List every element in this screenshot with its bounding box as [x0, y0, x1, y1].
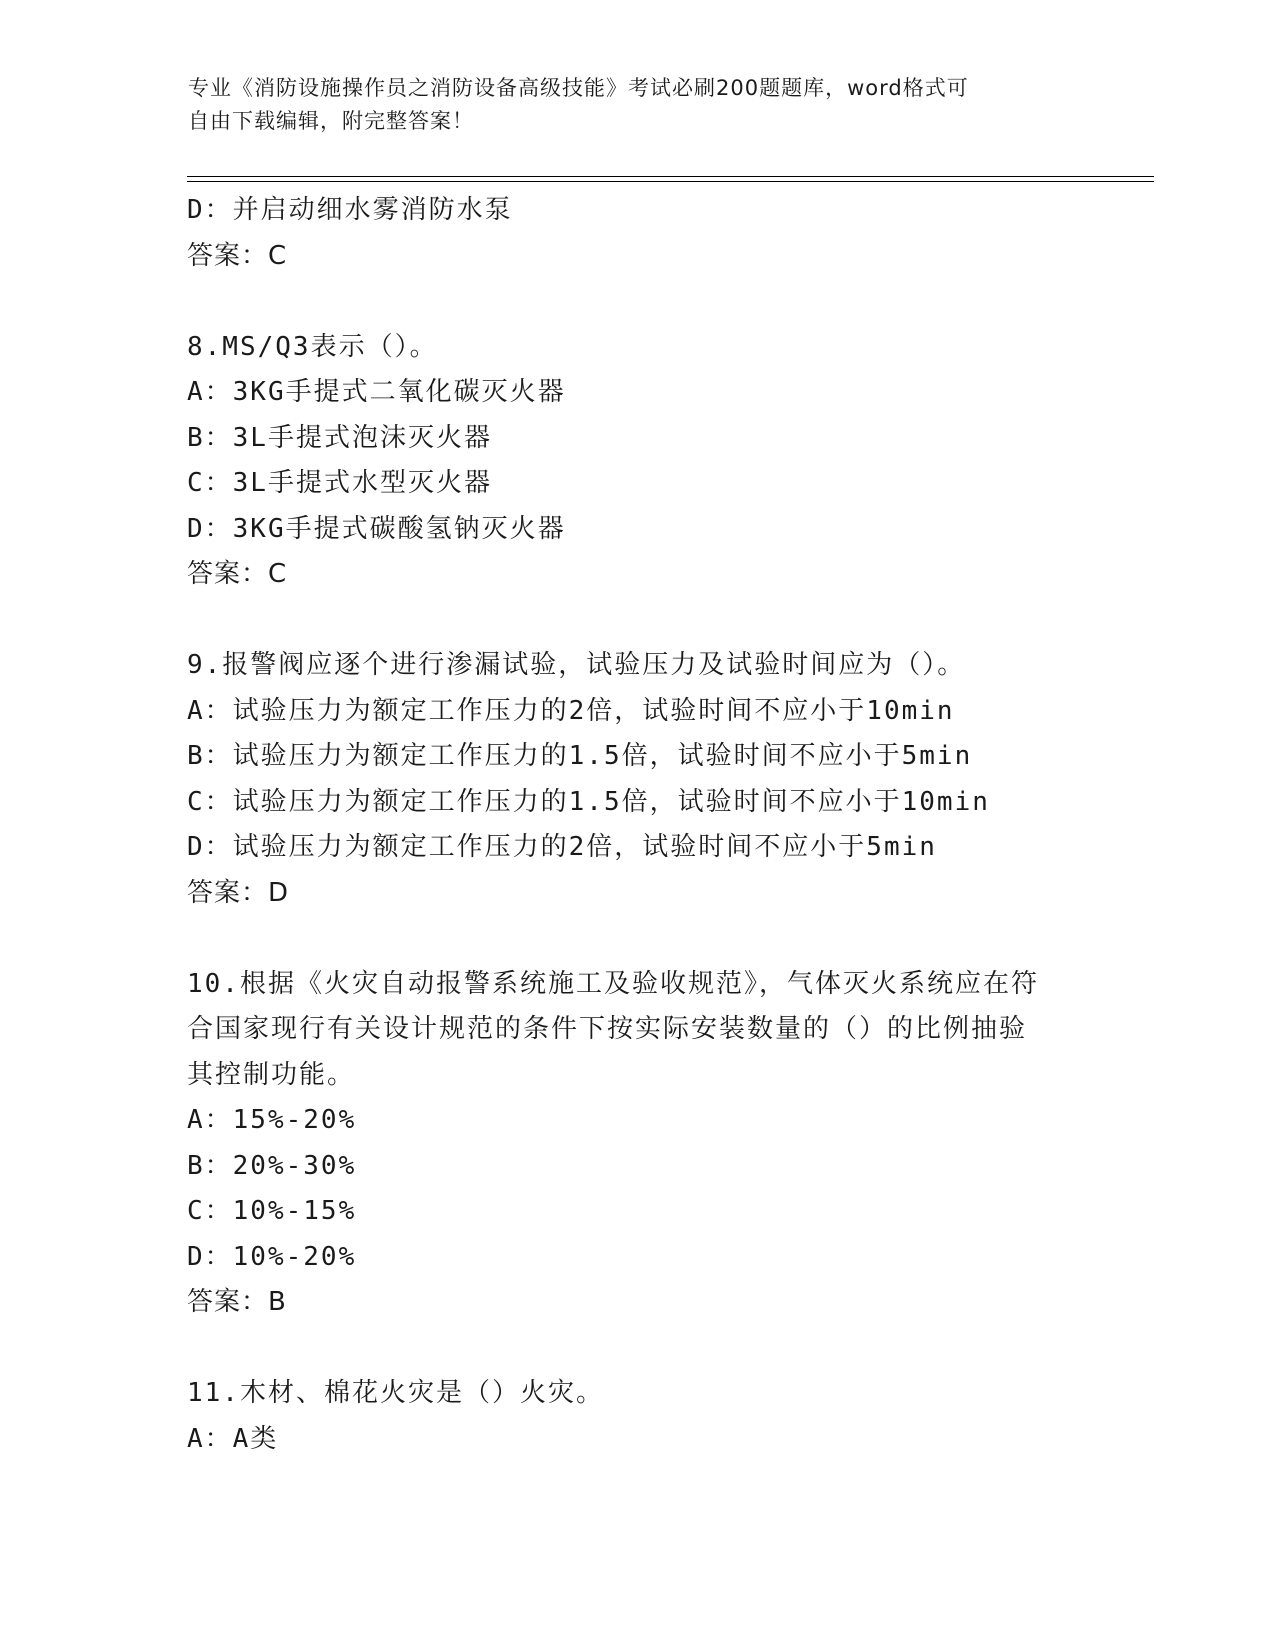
question-10-option-c: C：10%-15% [187, 1196, 357, 1226]
header-line-1: 专业《消防设施操作员之消防设备高级技能》考试必刷200题题库，word格式可 [188, 76, 969, 100]
question-10-stem-line-2: 合国家现行有关设计规范的条件下按实际安装数量的（）的比例抽验 [187, 1014, 1028, 1044]
question-8-answer: 答案：C [187, 559, 288, 589]
question-10-option-a: A：15%-20% [187, 1105, 357, 1135]
question-9-stem: 9.报警阀应逐个进行渗漏试验，试验压力及试验时间应为（）。 [187, 650, 966, 680]
question-9-option-d: D：试验压力为额定工作压力的2倍，试验时间不应小于5min [187, 832, 937, 862]
spacer [187, 598, 1087, 644]
question-10-stem-line-3: 其控制功能。 [187, 1059, 356, 1090]
question-list [187, 188, 1087, 1462]
question-10-option-d: D：10%-20% [187, 1241, 357, 1272]
question-8-option-c: C：3L手提式水型灭火器 [187, 468, 492, 498]
question-10-option-b: B：20%-30% [187, 1150, 357, 1181]
question-8-option-d: D：3KG手提式碳酸氢钠灭火器 [187, 513, 566, 544]
question-9-answer: 答案：D [187, 877, 290, 908]
header-divider-bottom [187, 181, 1154, 182]
spacer [187, 916, 1087, 962]
question-10-stem-line-1: 10.根据《火灾自动报警系统施工及验收规范》，气体灭火系统应在符 [187, 968, 1039, 999]
question-9-option-b: B：试验压力为额定工作压力的1.5倍，试验时间不应小于5min [187, 741, 973, 771]
question-8-stem: 8.MS/Q3表示（）。 [187, 331, 438, 362]
question-11-option-a: A：A类 [187, 1423, 279, 1454]
header-line-2: 自由下载编辑，附完整答案！ [188, 109, 474, 133]
question-11-stem: 11.木材、棉花火灾是（）火灾。 [187, 1378, 604, 1408]
question-9-option-c: C：试验压力为额定工作压力的1.5倍，试验时间不应小于10min [187, 786, 990, 817]
spacer [187, 1326, 1087, 1372]
document-header [188, 72, 1068, 138]
answer-line: 答案：C [187, 240, 288, 271]
header-divider-top [187, 176, 1154, 177]
question-10-answer: 答案：B [187, 1287, 287, 1317]
question-8-option-b: B：3L手提式泡沫灭火器 [187, 422, 492, 453]
spacer [187, 279, 1087, 325]
question-9-option-a: A：试验压力为额定工作压力的2倍，试验时间不应小于10min [187, 695, 955, 726]
question-8-option-a: A：3KG手提式二氧化碳灭火器 [187, 377, 566, 407]
option-d: D：并启动细水雾消防水泵 [187, 195, 513, 225]
